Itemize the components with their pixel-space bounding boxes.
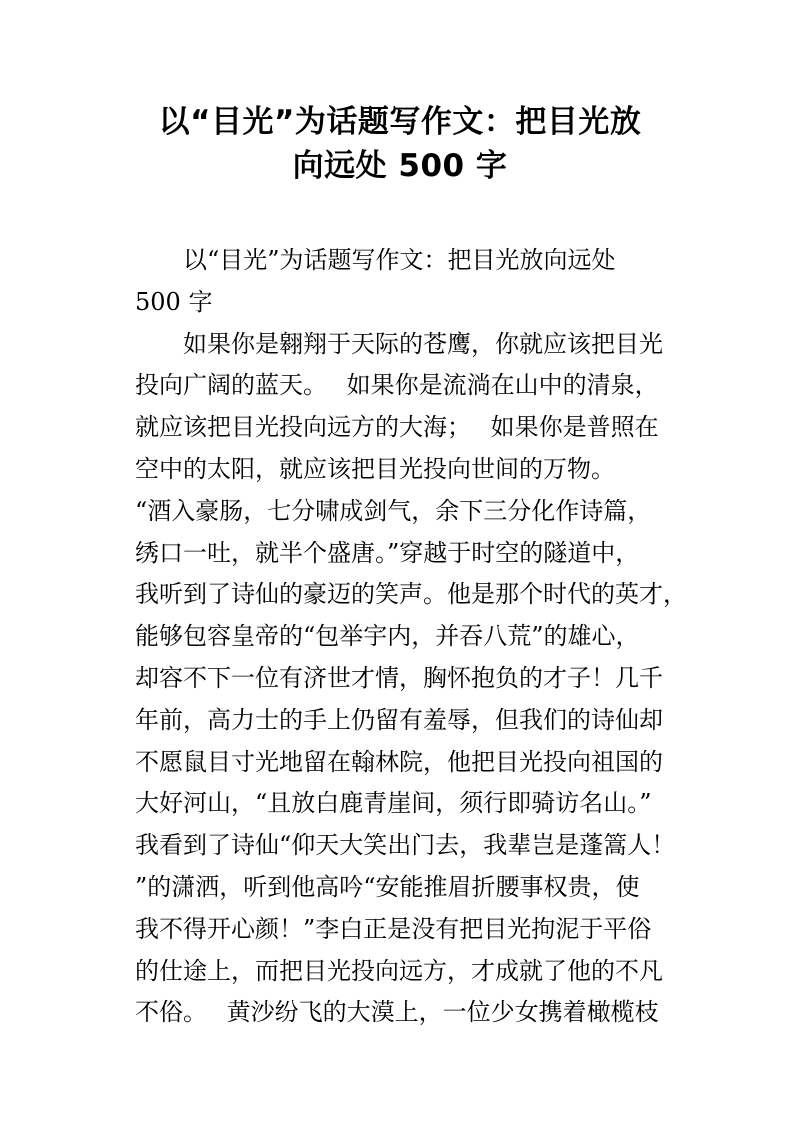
- document-body: [135, 240, 687, 1034]
- body-line: “酒入豪肠，七分啸成剑气，余下三分化作诗篇，: [135, 496, 652, 525]
- body-line: 以“目光”为话题写作文：把目光放向远处: [135, 246, 616, 274]
- document-title: [100, 100, 700, 188]
- body-line: 能够包容皇帝的“包举宇内，并吞八荒”的雄心，: [135, 622, 640, 651]
- body-line: 我听到了诗仙的豪迈的笑声。他是那个时代的英才，: [135, 580, 687, 609]
- body-line: 的仕途上，而把目光投向远方，才成就了他的不凡: [135, 956, 663, 985]
- title-line: 以“目光”为话题写作文：把目光放: [158, 104, 642, 140]
- body-line: 我不得开心颜！”李白正是没有把目光拘泥于平俗: [135, 914, 652, 943]
- body-line: 空中的太阳，就应该把目光投向世间的万物。: [135, 454, 615, 483]
- body-line: 不俗。 黄沙纷飞的大漠上，一位少女携着橄榄枝: [135, 998, 659, 1027]
- body-line: 我看到了诗仙“仰天大笑出门去，我辈岂是蓬篙人！: [135, 831, 676, 860]
- body-line: 就应该把目光投向远方的大海； 如果你是普照在: [135, 413, 659, 442]
- body-line: 如果你是翱翔于天际的苍鹰，你就应该把目光: [135, 329, 663, 358]
- body-line: 不愿鼠目寸光地留在翰林院，他把目光投向祖国的: [135, 747, 663, 776]
- body-line: 大好河山，“且放白鹿青崖间，须行即骑访名山。”: [135, 789, 652, 818]
- body-line: ”的潇洒，听到他高吟“安能推眉折腰事权贵，使: [135, 872, 640, 901]
- body-line: 500 字: [135, 287, 213, 316]
- body-line: 绣口一吐，就半个盛唐。”穿越于时空的隧道中，: [135, 538, 640, 567]
- body-line: 投向广阔的蓝天。 如果你是流淌在山中的清泉，: [135, 371, 659, 400]
- body-line: 却容不下一位有济世才情，胸怀抱负的才子！几千: [135, 663, 663, 692]
- body-line: 年前，高力士的手上仍留有羞辱，但我们的诗仙却: [135, 705, 663, 734]
- title-line: 向远处 500 字: [292, 148, 508, 184]
